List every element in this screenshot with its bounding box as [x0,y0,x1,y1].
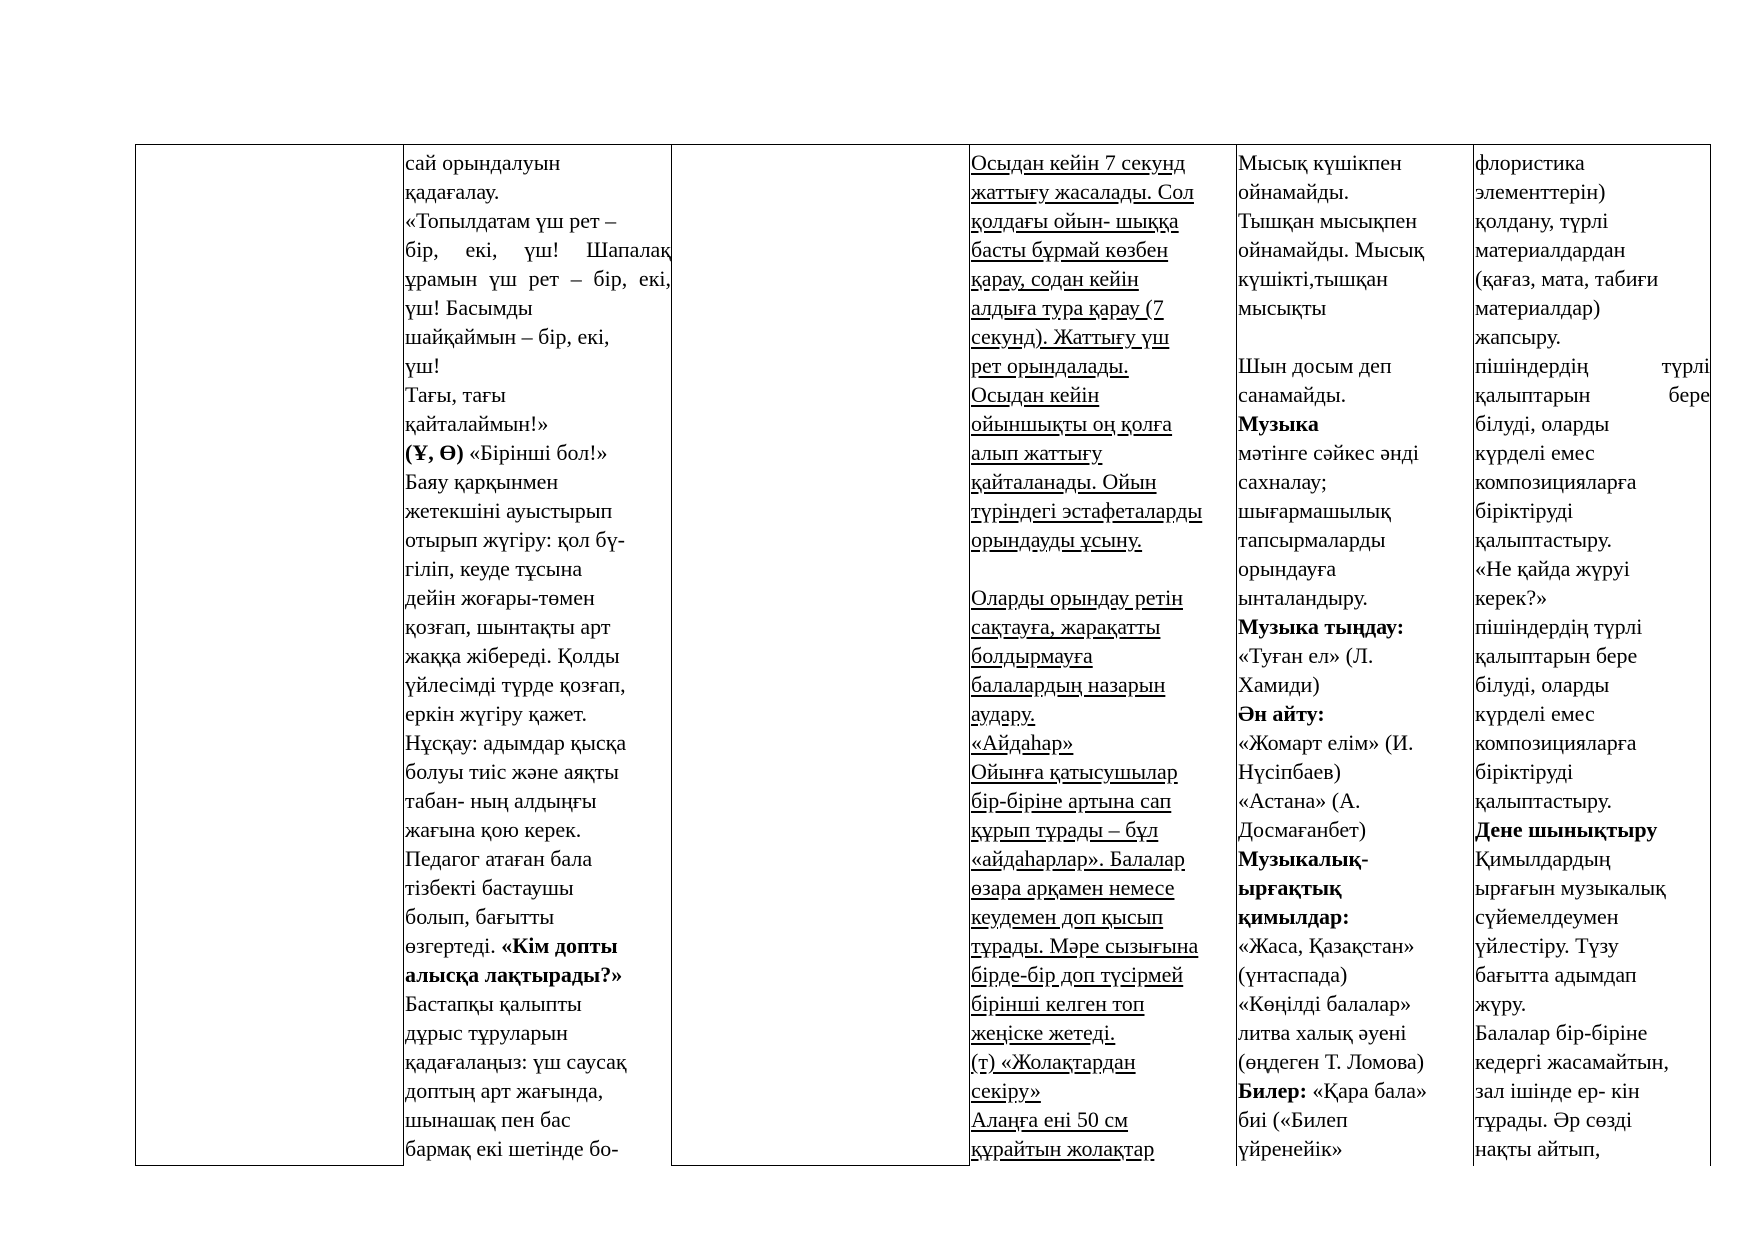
text-line [1238,322,1473,351]
text-line: Тышқан мысықпен [1238,208,1418,233]
text-line: «Топылдатам үш рет – [405,208,617,233]
text-line: композицияларға [1475,469,1637,494]
text-line: керек?» [1475,585,1548,610]
text-line: сахналау; [1238,469,1327,494]
text-line: жаққа жібереді. Қолды [405,643,620,668]
text-line: жаттығу жасалады. Сол [971,179,1194,204]
text-line: алып жаттығу [971,440,1103,465]
text-line: үйренейік» [1238,1136,1343,1161]
text-line: секіру» [971,1078,1041,1103]
text-line: үйлестіру. Түзу [1475,933,1619,958]
text-line: қадағалаңыз: үш саусақ [405,1049,627,1074]
text-line: Хамиди) [1238,672,1320,697]
text-line: құрайтын жолақтар [971,1136,1155,1161]
text-line: жүру. [1475,991,1527,1016]
cell-col6 [1474,145,1711,1166]
text-line: мәтінге сәйкес әнді [1238,440,1420,465]
text-line: білуді, оларды [1475,411,1610,436]
text-line: нақты айтып, [1475,1136,1601,1161]
text-line: күрделі емес [1475,440,1595,465]
empty-cell-col1 [136,145,404,1166]
text-line: орындауды ұсыну. [971,527,1143,552]
text-line: тапсырмаларды [1238,527,1386,552]
text-line: (үнтаспада) [1238,962,1348,987]
text-line: үш! Басымды [405,295,533,320]
text-line: Осыдан кейін [971,382,1100,407]
text-line: рет орындалады. [971,353,1129,378]
text-line: жеңіске жетеді. [971,1020,1116,1045]
text-line: алысқа лақтырады?» [405,962,623,987]
text-line: Балалар бір-біріне [1475,1020,1648,1045]
text-line: қадағалау. [405,179,500,204]
text-line: Музыкалық- [1238,846,1369,871]
text-line: тұрады. Әр сөзді [1475,1107,1633,1132]
text-line: бір-біріне артына сап [971,788,1172,813]
text-line: материалдардан [1475,237,1626,262]
text-line: болып, бағытты [405,904,555,929]
cell-col2 [404,145,672,1166]
text-line: дейін жоғары-төмен [405,585,595,610]
text-line: мысықты [1238,295,1327,320]
text-line: отырып жүгіру: қол бү- [405,527,625,552]
text-line: гіліп, кеуде тұсына [405,556,583,581]
text-line: қалыптарын бере [1475,382,1710,407]
text-line: (Ұ, Ө) «Бірінші бол!» [405,440,608,465]
text-line: ырғағын музыкалық [1475,875,1666,900]
text-line: жапсыру. [1475,324,1562,349]
text-line: сүйемелдеумен [1475,904,1619,929]
text-line: (қағаз, мата, табиғи [1475,266,1659,291]
text-line: қалыптастыру. [1475,788,1612,813]
text-line: орындауға [1238,556,1337,581]
text-line: үйлесімді түрде қозғап, [405,672,626,697]
text-line: Билер: «Қара бала» [1238,1078,1427,1103]
table-row [136,145,1711,1166]
text-line: пішіндердің түрлі [1475,614,1643,639]
text-line: басты бұрмай көзбен [971,237,1169,262]
text-line: Баяу қарқынмен [405,469,559,494]
text-line: флористика [1475,150,1585,175]
text-line: бірінші келген топ [971,991,1145,1016]
text-line: қарау, содан кейін [971,266,1139,291]
text-line: сай орындалуын [405,150,561,175]
text-line: кеудемен доп қысып [971,904,1164,929]
text-line: Бастапқы қалыпты [405,991,582,1016]
text-line: санамайды. [1238,382,1347,407]
text-line: шайқаймын – бір, екі, [405,324,610,349]
text-line: бір, екі, үш! Шапалақ [405,237,671,262]
text-line: тізбекті бастаушы [405,875,574,900]
schedule-table [135,144,1711,1166]
text-line: Ойынға қатысушылар [971,759,1178,784]
text-line: композицияларға [1475,730,1637,755]
text-line: Қимылдардың [1475,846,1611,871]
text-line: «Жаса, Қазақстан» [1238,933,1415,958]
text-line: қайталанады. Ойын [971,469,1157,494]
text-line: біріктіруді [1475,498,1574,523]
text-line: шығармашылық [1238,498,1391,523]
text-line: қалыптастыру. [1475,527,1612,552]
text-line: Нүсіпбаев) [1238,759,1341,784]
text-line: күшікті,тышқан [1238,266,1388,291]
text-line: Музыка [1238,411,1319,436]
text-line: сақтауға, жарақатты [971,614,1161,639]
text-line: түріндегі эстафеталарды [971,498,1203,523]
text-line: Тағы, тағы [405,382,506,407]
text-line: литва халық әуені [1238,1020,1407,1045]
text-line: жетекшіні ауыстырып [405,498,613,523]
text-line: Мысық күшікпен [1238,150,1402,175]
text-line: күрделі емес [1475,701,1595,726]
text-line: «Көңілді балалар» [1238,991,1412,1016]
text-line: секунд). Жаттығу үш [971,324,1170,349]
text-line: қолдағы ойын- шыққа [971,208,1179,233]
text-line: қалыптарын бере [1475,643,1638,668]
text-line: үш! [405,353,441,378]
cell-col5 [1237,145,1474,1166]
text-line: шынашақ пен бас [405,1107,571,1132]
text-line: қимылдар: [1238,904,1350,929]
text-line: өзгертеді. «Кім допты [405,933,618,958]
text-line: Осыдан кейін 7 секунд [971,150,1186,175]
text-line: бірде-бір доп түсірмей [971,962,1184,987]
text-line: еркін жүгіру қажет. [405,701,587,726]
text-line: ойыншықты оң қолға [971,411,1173,436]
text-line: кедергі жасамайтын, [1475,1049,1669,1074]
text-line: бағытта адымдап [1475,962,1637,987]
text-line: Дене шынықтыру [1475,817,1658,842]
text-line: өзара арқамен немесе [971,875,1175,900]
text-line: біріктіруді [1475,759,1574,784]
text-line: элементтерін) [1475,179,1606,204]
text-line: Алаңға ені 50 см [971,1107,1129,1132]
text-line: Педагог атаған бала [405,846,593,871]
text-line: материалдар) [1475,295,1601,320]
text-line: биі («Билеп [1238,1107,1348,1132]
text-line: Шын досым деп [1238,353,1392,378]
text-line: «Жомарт елім» (И. [1238,730,1414,755]
text-line: тұрады. Мәре сызығына [971,933,1199,958]
text-line: «Не қайда жүруі [1475,556,1630,581]
text-line: ынталандыру. [1238,585,1368,610]
text-line: Музыка тыңдау: [1238,614,1405,639]
text-line: Досмағанбет) [1238,817,1367,842]
empty-cell-col3 [672,145,970,1166]
text-line: балалардың назарын [971,672,1166,697]
text-line: болдырмауға [971,643,1093,668]
text-line: білуді, оларды [1475,672,1610,697]
text-line: ойнамайды. Мысық [1238,237,1425,262]
text-line: табан- ның алдыңғы [405,788,597,813]
text-line: ырғақтық [1238,875,1342,900]
text-line: аудару. [971,701,1036,726]
text-line: ұрамын үш рет – бір, екі, [405,266,671,291]
text-line: жағына қою керек. [405,817,582,842]
text-line: дұрыс тұруларын [405,1020,568,1045]
text-line: қозғап, шынтақты арт [405,614,611,639]
text-line: Оларды орындау ретін [971,585,1183,610]
text-line: қолдану, түрлі [1475,208,1609,233]
text-line: алдыға тура қарау (7 [971,295,1164,320]
text-line: (өңдеген Т. Ломова) [1238,1049,1425,1074]
text-line: «Туған ел» (Л. [1238,643,1374,668]
text-line: «айдаһарлар». Балалар [971,846,1185,871]
text-line: Ән айту: [1238,701,1325,726]
text-line: доптың арт жағында, [405,1078,604,1103]
text-line: болуы тиіс және аяқты [405,759,619,784]
text-line: құрып тұрады – бұл [971,817,1159,842]
text-line: қайталаймын!» [405,411,549,436]
text-line: пішіндердің түрлі [1475,353,1710,378]
text-line: Нұсқау: адымдар қысқа [405,730,627,755]
text-line: «Астана» (А. [1238,788,1361,813]
text-line: ойнамайды. [1238,179,1350,204]
text-line [971,554,1236,583]
text-line: бармақ екі шетінде бо- [405,1136,619,1161]
text-line: зал ішінде ер- кін [1475,1078,1640,1103]
cell-col4 [970,145,1237,1166]
text-line: «Айдаһар» [971,730,1074,755]
text-line: (т) «Жолақтардан [971,1049,1136,1074]
